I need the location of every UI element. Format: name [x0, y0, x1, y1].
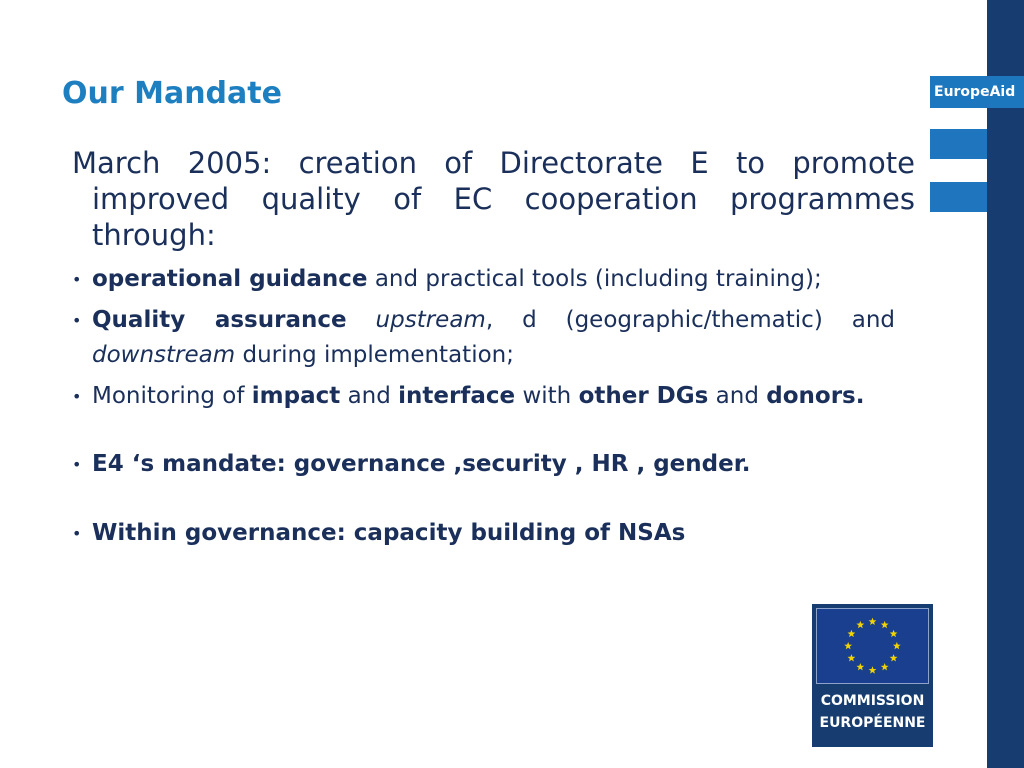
bullet-text: and practical tools (including training);	[367, 266, 822, 292]
bullet-bold-text: impact	[251, 383, 341, 409]
bullet-dot-icon: •	[72, 387, 82, 406]
bullet-within-governance	[72, 516, 895, 551]
bullet-text: and	[708, 383, 767, 409]
accent-bar-1	[930, 129, 987, 159]
bullet-text: Monitoring of	[92, 383, 252, 409]
bullet-text: with	[515, 383, 579, 409]
bullet-dot-icon: •	[72, 311, 82, 330]
bullet-dot-icon: •	[72, 270, 82, 289]
europeaid-logo-tab: EuropeAid	[930, 76, 1024, 108]
right-sidebar-bar	[987, 0, 1024, 768]
bullet-monitoring	[72, 379, 895, 414]
bullet-bold-text: interface	[398, 383, 516, 409]
slide-title: Our Mandate	[62, 76, 282, 111]
bullet-dot-icon: •	[72, 455, 82, 474]
bullet-list	[72, 262, 895, 551]
logo-line-1: COMMISSION	[820, 693, 925, 709]
bullet-dot-icon: •	[72, 524, 82, 543]
bullet-text: and	[340, 383, 399, 409]
bullet-bold-text: donors.	[766, 383, 865, 409]
bullet-e4-mandate	[72, 447, 895, 482]
eu-flag-icon	[816, 608, 929, 684]
european-commission-logo	[812, 604, 933, 747]
accent-bar-2	[930, 182, 987, 212]
bullet-bold-text: E4 ‘s mandate: governance ,security , HR , gender.	[92, 451, 751, 477]
bullet-bold-text: other DGs	[578, 383, 709, 409]
logo-line-2: EUROPÉENNE	[819, 715, 926, 731]
bullet-bold-text: Quality assurance	[92, 307, 347, 333]
commission-logo-text	[816, 690, 929, 734]
bullet-text: , d (geographic/thematic) and	[485, 307, 895, 333]
bullet-bold-text: operational guidance	[92, 266, 368, 292]
bullet-italic-text: downstream	[92, 342, 236, 368]
intro-paragraph: March 2005: creation of Directorate E to promote improved quality of EC cooperation programmes through:	[72, 146, 915, 252]
bullet-operational-guidance	[72, 262, 895, 297]
bullet-quality-assurance	[72, 303, 895, 373]
bullet-bold-text: Within governance: capacity building of NSAs	[92, 520, 686, 546]
bullet-italic-text: upstream	[375, 307, 486, 333]
bullet-text: during implementation;	[235, 342, 514, 368]
